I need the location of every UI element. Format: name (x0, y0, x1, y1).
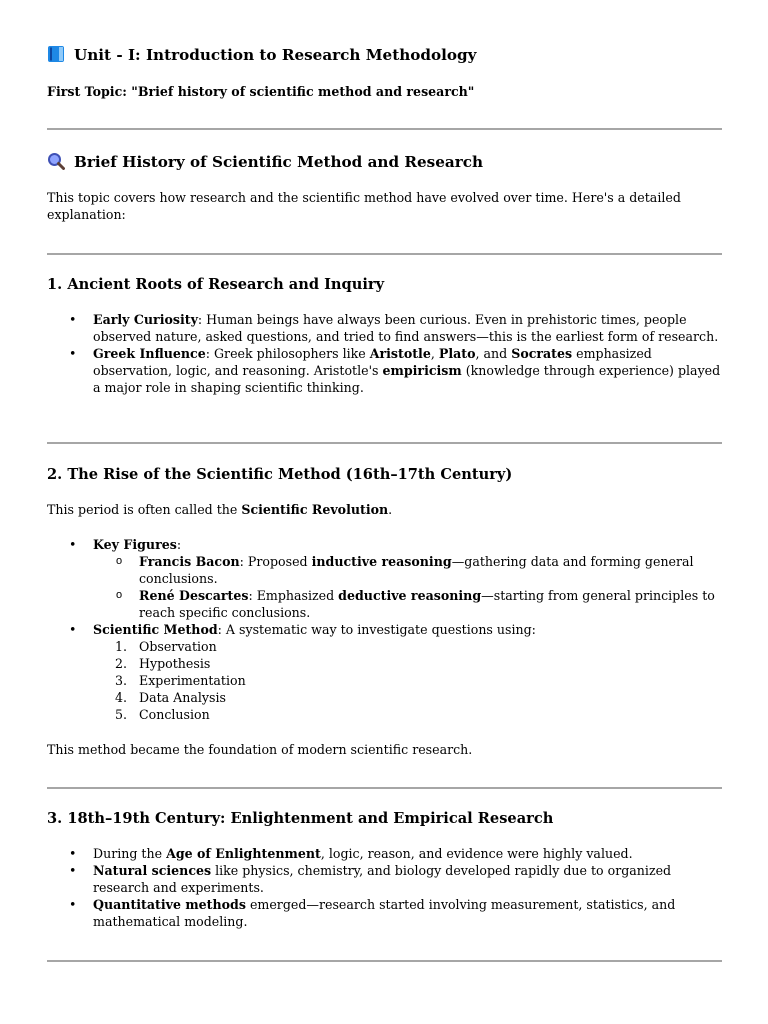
list-item: 3. Experimentation (115, 673, 246, 688)
list-item: o Francis Bacon: Proposed inductive reasoning—gathering data and forming general conclusions. (93, 553, 721, 587)
section-2-intro: This period is often called the Scientific Revolution. (47, 502, 393, 517)
unit-title: Unit - I: Introduction to Research Methodology (74, 46, 477, 64)
list-item: • Natural sciences like physics, chemistry, and biology developed rapidly due to organized research and experiments. (47, 862, 721, 896)
list-item: • Quantitative methods emerged—research started involving measurement, statistics, and mathematical modeling. (47, 896, 721, 930)
section-2-list (47, 536, 721, 723)
first-topic: First Topic: "Brief history of scientific method and research" (47, 84, 475, 99)
method-steps-list (93, 638, 721, 723)
list-item: • During the Age of Enlightenment, logic, reason, and evidence were highly valued. (47, 845, 721, 862)
list-item: • Early Curiosity: Human beings have always been curious. Even in prehistoric times, people observed nature, asked questions, and tried to find answers—this is the earliest form of research. (47, 311, 721, 345)
intro-title: Brief History of Scientific Method and Research (74, 153, 484, 171)
section-2-heading: 2. The Rise of the Scientific Method (16th–17th Century) (47, 466, 513, 483)
divider (47, 787, 722, 789)
list-item: 5. Conclusion (115, 707, 210, 722)
section-heading-history (47, 152, 721, 175)
list-item: • Scientific Method: A systematic way to investigate questions using: 1. Observation 2. Hypothesis 3. Experimentation 4. Data Analysis 5. Conclusion (47, 621, 721, 723)
key-figures-list (93, 553, 721, 621)
section-3-heading: 3. 18th–19th Century: Enlightenment and Empirical Research (47, 810, 554, 827)
section-3-list (47, 845, 721, 930)
section-1-list (47, 311, 721, 396)
magnifying-glass-icon (47, 152, 65, 175)
list-item: 1. Observation (115, 639, 217, 654)
divider (47, 442, 722, 444)
blue-book-icon (47, 45, 65, 68)
list-item: 4. Data Analysis (115, 690, 226, 705)
list-item: • Key Figures: o Francis Bacon: Proposed inductive reasoning—gathering data and forming general conclusions. o René Descartes: Emphasized deductive reasoning—starting from general principles to reach specific conclusions. (47, 536, 721, 621)
list-item: 2. Hypothesis (115, 656, 211, 671)
unit-heading (47, 45, 721, 68)
list-item: • Greek Influence: Greek philosophers like Aristotle, Plato, and Socrates emphasized observation, logic, and reasoning. Aristotle's empiricism (knowledge through experience) played a major role in shaping scientific thinking. (47, 345, 721, 396)
section-2-closing: This method became the foundation of modern scientific research. (47, 742, 473, 757)
intro-paragraph: This topic covers how research and the scientific method have evolved over time. Here's a detailed explanation: (47, 190, 681, 222)
section-1-heading: 1. Ancient Roots of Research and Inquiry (47, 276, 385, 293)
divider (47, 128, 722, 130)
divider (47, 253, 722, 255)
divider (47, 960, 722, 962)
list-item: o René Descartes: Emphasized deductive reasoning—starting from general principles to reach specific conclusions. (93, 587, 721, 621)
